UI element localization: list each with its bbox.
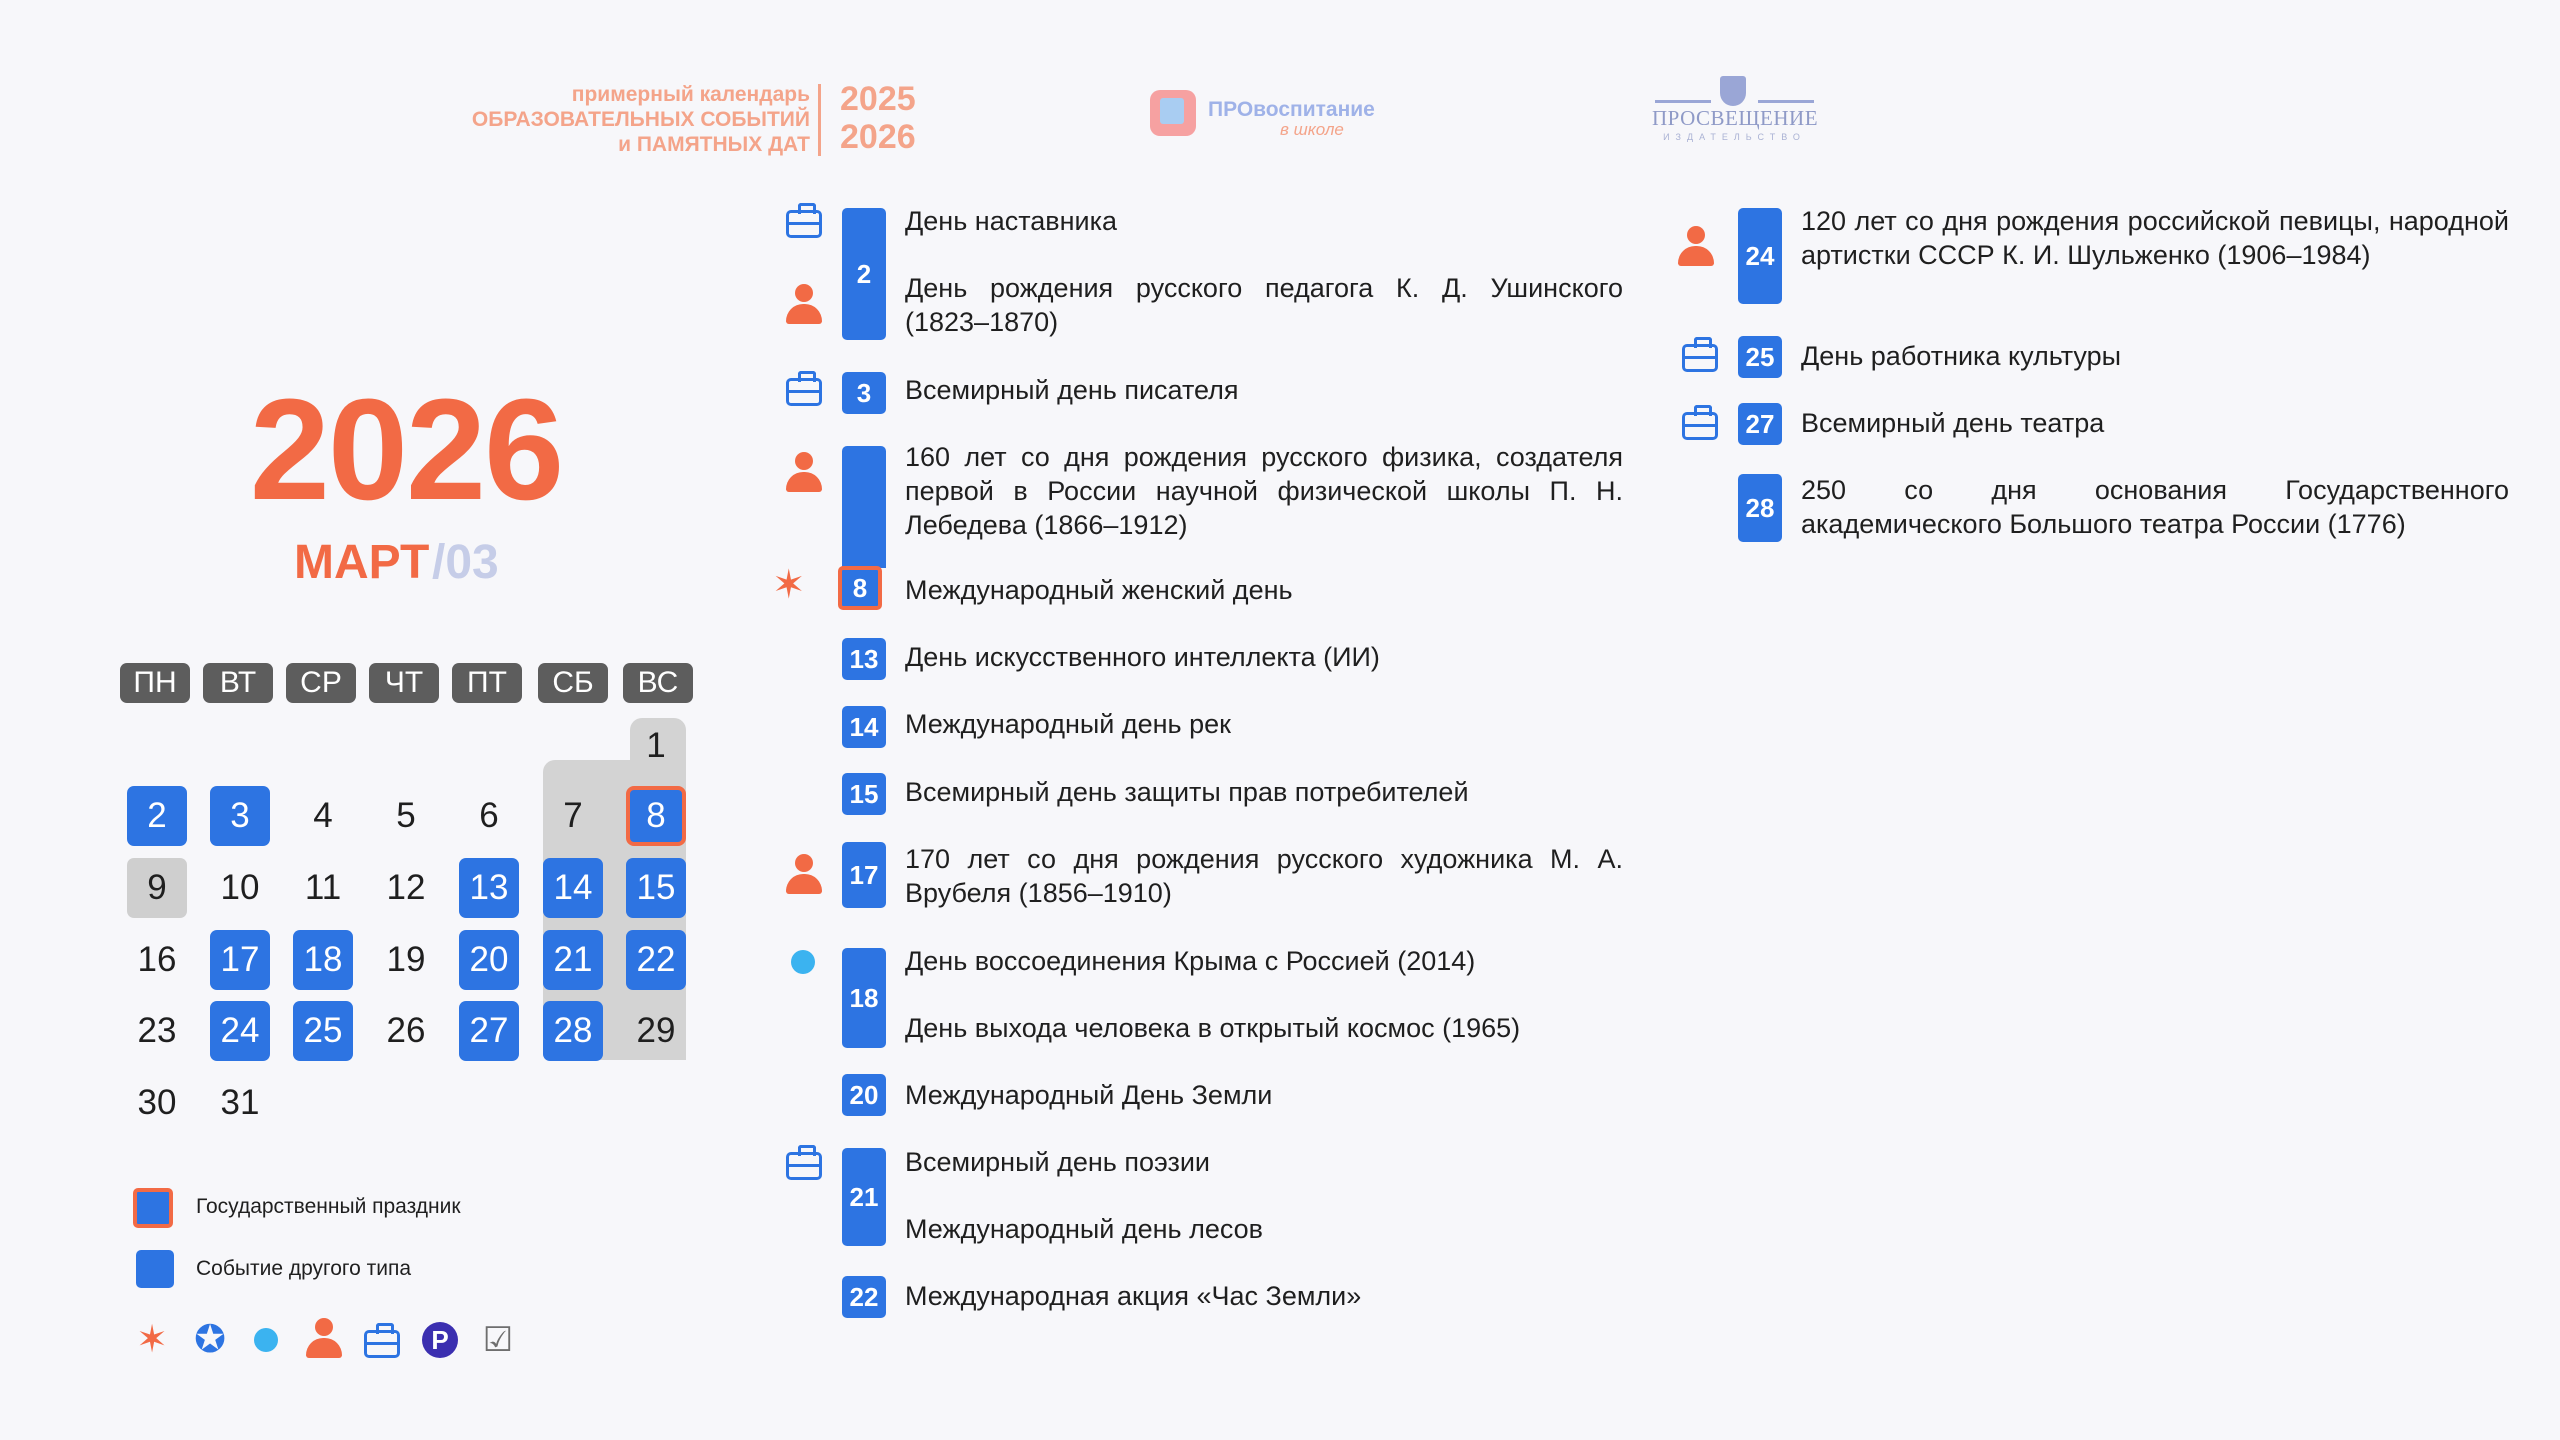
ruble-p-icon: P bbox=[418, 1318, 462, 1362]
day-23[interactable]: 23 bbox=[137, 1011, 177, 1050]
weekday-thu: ЧТ bbox=[369, 663, 439, 703]
calendar-title-line3: и ПАМЯТНЫХ ДАТ bbox=[618, 133, 810, 156]
prosveshchenie-logo-line-left bbox=[1655, 100, 1711, 103]
event-badge-15: 15 bbox=[842, 773, 886, 815]
header bbox=[0, 70, 2560, 170]
day-2[interactable]: 2 bbox=[127, 786, 187, 846]
provospitanie-logo-icon bbox=[1150, 90, 1196, 136]
year-title: 2026 bbox=[249, 369, 563, 530]
month-number: /03 bbox=[432, 536, 499, 589]
event-badge-2: 2 bbox=[842, 208, 886, 340]
person-icon bbox=[784, 284, 824, 328]
legend-holiday-label: Государственный праздник bbox=[196, 1195, 461, 1218]
day-3[interactable]: 3 bbox=[210, 786, 270, 846]
day-15[interactable]: 15 bbox=[626, 858, 686, 918]
day-20[interactable]: 20 bbox=[459, 930, 519, 990]
event-14-rivers-day: Международный день рек bbox=[905, 709, 1231, 739]
event-lebedev: 160 лет со дня рождения русского физика, создателя первой в России научной физической школы П. Н. Лебедева (1866–1912) bbox=[905, 442, 1623, 540]
event-badge-17: 17 bbox=[842, 842, 886, 908]
school-year-top: 2025 bbox=[840, 80, 916, 118]
school-year-bottom: 2026 bbox=[840, 118, 916, 156]
event-18-crimea: День воссоединения Крыма с Россией (2014) bbox=[905, 946, 1476, 976]
day-10[interactable]: 10 bbox=[220, 868, 260, 907]
calendar-title bbox=[440, 82, 810, 157]
event-badge-14: 14 bbox=[842, 706, 886, 748]
event-bar-lebedev bbox=[842, 446, 886, 568]
day-12[interactable]: 12 bbox=[386, 868, 426, 907]
weekday-wed: СР bbox=[286, 663, 356, 703]
briefcase-icon bbox=[1682, 412, 1718, 440]
day-26[interactable]: 26 bbox=[386, 1011, 426, 1050]
briefcase-icon bbox=[1682, 344, 1718, 372]
day-4[interactable]: 4 bbox=[313, 796, 333, 835]
calendar-title-line2: ОБРАЗОВАТЕЛЬНЫХ СОБЫТИЙ bbox=[471, 108, 810, 131]
day-16[interactable]: 16 bbox=[137, 940, 177, 979]
briefcase-icon bbox=[786, 1152, 822, 1180]
day-8[interactable]: 8 bbox=[626, 786, 686, 846]
day-21[interactable]: 21 bbox=[543, 930, 603, 990]
event-17-vrubel: 170 лет со дня рождения русского художника М. А. Врубеля (1856–1910) bbox=[905, 844, 1623, 908]
weekday-tue: ВТ bbox=[203, 663, 273, 703]
day-11[interactable]: 11 bbox=[304, 868, 342, 907]
checklist-icon: ☑ bbox=[482, 1321, 514, 1359]
school-years bbox=[840, 80, 916, 156]
day-13[interactable]: 13 bbox=[459, 858, 519, 918]
day-5[interactable]: 5 bbox=[396, 796, 416, 835]
day-22[interactable]: 22 bbox=[626, 930, 686, 990]
event-3-writer-day: Всемирный день писателя bbox=[905, 375, 1239, 405]
event-2-mentor-day: День наставника bbox=[905, 206, 1118, 236]
month-name: МАРТ bbox=[294, 536, 430, 589]
day-19[interactable]: 19 bbox=[386, 940, 426, 979]
event-badge-21: 21 bbox=[842, 1148, 886, 1246]
day-27[interactable]: 27 bbox=[459, 1001, 519, 1061]
legend-other-label: Событие другого типа bbox=[196, 1257, 412, 1280]
day-7[interactable]: 7 bbox=[563, 796, 583, 835]
event-badge-22: 22 bbox=[842, 1276, 886, 1318]
prosveshchenie-logo-line-right bbox=[1758, 100, 1814, 103]
event-badge-13: 13 bbox=[842, 638, 886, 680]
day-31[interactable]: 31 bbox=[220, 1083, 260, 1122]
event-8-womens-day: Международный женский день bbox=[905, 575, 1293, 605]
event-15-consumer-rights: Всемирный день защиты прав потребителей bbox=[905, 777, 1469, 807]
day-30[interactable]: 30 bbox=[137, 1083, 177, 1122]
event-badge-18: 18 bbox=[842, 948, 886, 1048]
event-21-forests-day: Международный день лесов bbox=[905, 1214, 1264, 1244]
day-29[interactable]: 29 bbox=[636, 1011, 676, 1050]
day-9[interactable]: 9 bbox=[127, 858, 187, 918]
person-icon bbox=[1676, 226, 1716, 270]
day-1[interactable]: 1 bbox=[646, 726, 666, 765]
weekday-mon: ПН bbox=[120, 663, 190, 703]
prosveshchenie-logo-subtext: ИЗДАТЕЛЬСТВО bbox=[1663, 132, 1806, 142]
person-icon bbox=[784, 854, 824, 898]
person-icon bbox=[784, 452, 824, 496]
fireworks-icon: ✶ bbox=[136, 1319, 168, 1361]
weekday-sun: ВС bbox=[623, 663, 693, 703]
event-badge-8: 8 bbox=[838, 566, 882, 610]
legend-other-swatch bbox=[136, 1250, 174, 1288]
event-28-bolshoi-theatre: 250 со дня основания Государственного академического Большого театра России (1776) bbox=[1801, 475, 2509, 539]
briefcase-icon bbox=[786, 378, 822, 406]
legend-holiday-swatch bbox=[133, 1188, 173, 1228]
provospitanie-logo-subtext: в школе bbox=[1280, 120, 1344, 139]
day-14[interactable]: 14 bbox=[543, 858, 603, 918]
header-divider bbox=[818, 84, 821, 156]
day-17[interactable]: 17 bbox=[210, 930, 270, 990]
day-18[interactable]: 18 bbox=[293, 930, 353, 990]
laurel-star-icon: ✪ bbox=[194, 1319, 226, 1361]
day-24[interactable]: 24 bbox=[210, 1001, 270, 1061]
prosveshchenie-logo-text: ПРОСВЕЩЕНИЕ bbox=[1652, 106, 1819, 130]
weekday-sat: СБ bbox=[538, 663, 608, 703]
dot-icon bbox=[791, 950, 815, 974]
calendar-title-line1: примерный календарь bbox=[571, 83, 810, 106]
event-22-earth-hour: Международная акция «Час Земли» bbox=[905, 1281, 1362, 1311]
event-badge-20: 20 bbox=[842, 1074, 886, 1116]
event-18-space-walk: День выхода человека в открытый космос (1965) bbox=[905, 1013, 1521, 1043]
event-badge-24: 24 bbox=[1738, 208, 1782, 304]
prosveshchenie-logo-icon bbox=[1720, 76, 1746, 106]
event-13-ai-day: День искусственного интеллекта (ИИ) bbox=[905, 642, 1380, 672]
briefcase-icon bbox=[786, 210, 822, 238]
event-badge-3: 3 bbox=[842, 372, 886, 414]
event-badge-27: 27 bbox=[1738, 403, 1782, 445]
dot-icon bbox=[246, 1318, 290, 1362]
weekday-fri: ПТ bbox=[452, 663, 522, 703]
event-27-theatre-day: Всемирный день театра bbox=[1801, 408, 2105, 438]
event-24-shulzhenko: 120 лет со дня рождения российской певицы, народной артистки СССР К. И. Шульженко (1906–1984) bbox=[1801, 206, 2509, 270]
event-badge-25: 25 bbox=[1738, 336, 1782, 378]
fireworks-icon: ✶ bbox=[772, 563, 806, 607]
day-6[interactable]: 6 bbox=[479, 796, 499, 835]
person-icon bbox=[302, 1318, 346, 1362]
event-badge-28: 28 bbox=[1738, 474, 1782, 542]
provospitanie-logo-text: ПРОвоспитание bbox=[1208, 98, 1375, 121]
event-25-culture-workers: День работника культуры bbox=[1801, 341, 2122, 371]
day-28[interactable]: 28 bbox=[543, 1001, 603, 1061]
event-21-poetry-day: Всемирный день поэзии bbox=[905, 1147, 1210, 1177]
briefcase-icon bbox=[360, 1318, 404, 1362]
day-25[interactable]: 25 bbox=[293, 1001, 353, 1061]
event-20-earth-day: Международный День Земли bbox=[905, 1080, 1273, 1110]
event-2-ushinsky: День рождения русского педагога К. Д. Ушинского (1823–1870) bbox=[905, 273, 1623, 337]
